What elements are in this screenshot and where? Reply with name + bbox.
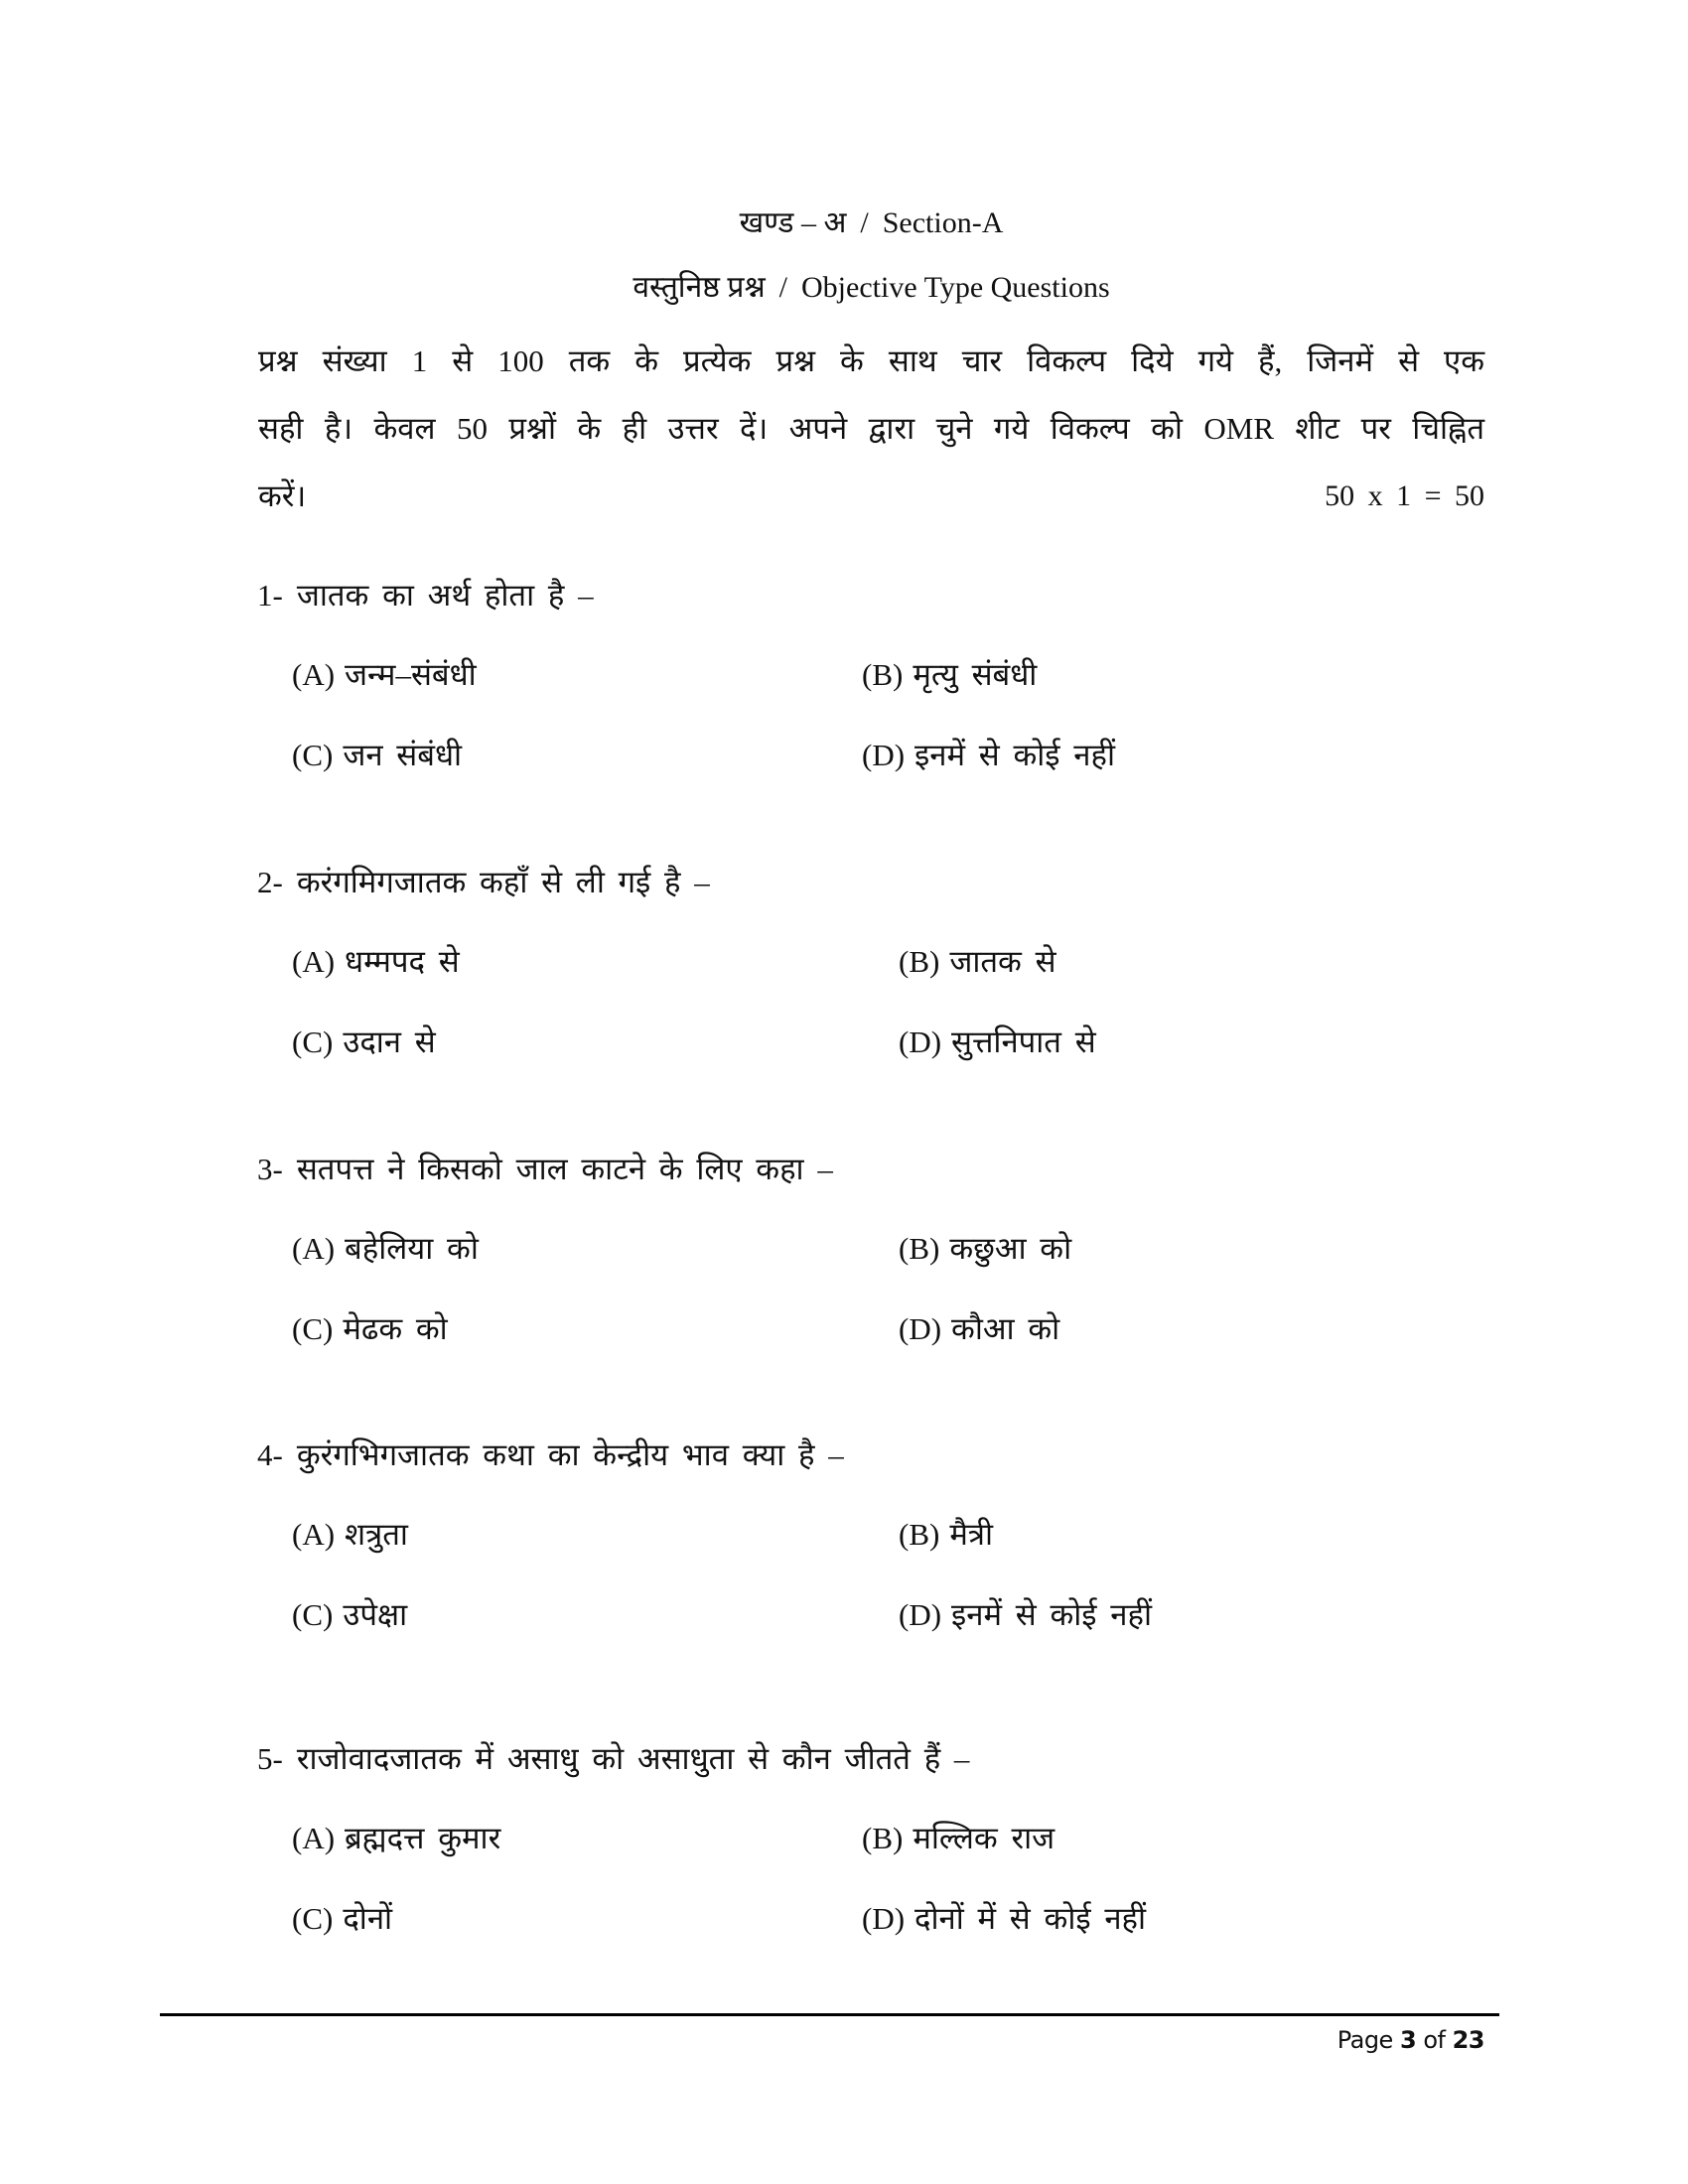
question-body: राजोवादजातक में असाधु को असाधुता से कौन जीतते हैं – xyxy=(296,1741,970,1776)
option-label: (D) xyxy=(899,1311,942,1346)
section-separator: / xyxy=(860,206,869,239)
option-b xyxy=(899,941,1056,983)
option-label: (B) xyxy=(899,1517,940,1552)
option-text: कछुआ को xyxy=(949,1231,1072,1266)
option-text: इनमें से कोई नहीं xyxy=(951,1597,1152,1632)
option-d xyxy=(862,735,1115,776)
option-text: मेढक को xyxy=(343,1311,448,1346)
question-body: सतपत्त ने किसको जाल काटने के लिए कहा – xyxy=(296,1152,833,1186)
option-label: (A) xyxy=(292,1517,336,1552)
option-text: ब्रह्मदत्त कुमार xyxy=(345,1821,501,1855)
option-text: जन्म–संबंधी xyxy=(345,657,477,692)
question-body: करंगमिगजातक कहाँ से ली गई है – xyxy=(296,865,710,899)
option-text: मैत्री xyxy=(949,1517,994,1552)
instructions-line-2: सही है। केवल 50 प्रश्नों के ही उत्तर दें। अपने द्वारा चुने गये विकल्प को OMR शीट पर चिह्नित xyxy=(258,411,1484,446)
marks-distribution: 50 x 1 = 50 xyxy=(1325,479,1484,512)
instructions xyxy=(258,328,1484,530)
footer-divider xyxy=(160,2013,1499,2016)
option-text: कौआ को xyxy=(951,1311,1060,1346)
option-text: इनमें से कोई नहीं xyxy=(914,738,1115,772)
option-text: दोनों में से कोई नहीं xyxy=(914,1901,1147,1936)
page-number xyxy=(1337,2025,1484,2055)
question-text xyxy=(257,1149,833,1190)
option-label: (B) xyxy=(862,1821,904,1855)
section-heading xyxy=(258,204,1484,243)
option-label: (C) xyxy=(292,738,334,772)
option-text: बहेलिया को xyxy=(345,1231,479,1266)
option-text: शत्रुता xyxy=(345,1517,408,1552)
option-c xyxy=(292,1898,392,1940)
option-b xyxy=(862,654,1037,696)
option-a xyxy=(292,1818,500,1859)
option-label: (D) xyxy=(899,1597,942,1632)
option-text: मल्लिक राज xyxy=(913,1821,1055,1855)
option-c xyxy=(292,735,462,776)
option-label: (A) xyxy=(292,657,336,692)
option-label: (A) xyxy=(292,944,336,979)
question-text xyxy=(257,1738,969,1780)
question-number: 2- xyxy=(257,865,283,899)
page-of: of xyxy=(1423,2026,1446,2054)
question-text xyxy=(257,575,594,616)
option-c xyxy=(292,1594,407,1636)
question-number: 3- xyxy=(257,1152,283,1186)
section-hindi: खण्ड – अ xyxy=(739,206,847,239)
option-label: (C) xyxy=(292,1901,334,1936)
question-body: जातक का अर्थ होता है – xyxy=(296,578,594,613)
option-label: (A) xyxy=(292,1821,336,1855)
option-a xyxy=(292,1514,408,1556)
question-number: 1- xyxy=(257,578,283,613)
option-a xyxy=(292,1228,479,1270)
option-b xyxy=(899,1514,993,1556)
option-d xyxy=(899,1308,1059,1350)
instructions-last-line xyxy=(258,463,1484,530)
option-text: जातक से xyxy=(949,944,1056,979)
question-text xyxy=(257,1434,844,1476)
option-text: मृत्यु संबंधी xyxy=(913,657,1038,692)
instructions-line-3: करें। xyxy=(258,478,307,513)
option-label: (C) xyxy=(292,1311,334,1346)
option-text: उपेक्षा xyxy=(343,1597,408,1632)
option-label: (B) xyxy=(899,944,940,979)
option-d xyxy=(899,1594,1152,1636)
question-number: 4- xyxy=(257,1437,283,1472)
option-c xyxy=(292,1022,436,1063)
option-b xyxy=(862,1818,1055,1859)
question-body: कुरंगभिगजातक कथा का केन्द्रीय भाव क्या है – xyxy=(296,1437,844,1472)
page-current: 3 xyxy=(1399,2026,1417,2054)
option-label: (D) xyxy=(899,1024,942,1059)
option-text: दोनों xyxy=(343,1901,393,1936)
question-text xyxy=(257,862,710,903)
option-a xyxy=(292,941,460,983)
question-number: 5- xyxy=(257,1741,283,1776)
option-d xyxy=(899,1022,1096,1063)
type-hindi: वस्तुनिष्ठ प्रश्न xyxy=(633,271,766,304)
section-english: Section-A xyxy=(882,206,1004,239)
option-text: उदान से xyxy=(343,1024,436,1059)
option-text: धम्मपद से xyxy=(345,944,460,979)
option-label: (D) xyxy=(862,1901,906,1936)
option-label: (C) xyxy=(292,1597,334,1632)
type-english: Objective Type Questions xyxy=(801,271,1110,304)
option-label: (A) xyxy=(292,1231,336,1266)
option-c xyxy=(292,1308,448,1350)
option-label: (B) xyxy=(862,657,904,692)
instructions-line-1: प्रश्न संख्या 1 से 100 तक के प्रत्येक प्रश्न के साथ चार विकल्प दिये गये हैं, जिनमें से एक xyxy=(258,343,1484,378)
option-d xyxy=(862,1898,1146,1940)
page-total: 23 xyxy=(1452,2026,1484,2054)
page-prefix: Page xyxy=(1336,2026,1393,2054)
option-text: सुत्तनिपात से xyxy=(951,1024,1096,1059)
option-label: (B) xyxy=(899,1231,940,1266)
option-b xyxy=(899,1228,1071,1270)
question-type-heading xyxy=(258,268,1484,308)
option-label: (D) xyxy=(862,738,906,772)
type-separator: / xyxy=(778,271,788,304)
option-text: जन संबंधी xyxy=(343,738,463,772)
option-a xyxy=(292,654,477,696)
option-label: (C) xyxy=(292,1024,334,1059)
